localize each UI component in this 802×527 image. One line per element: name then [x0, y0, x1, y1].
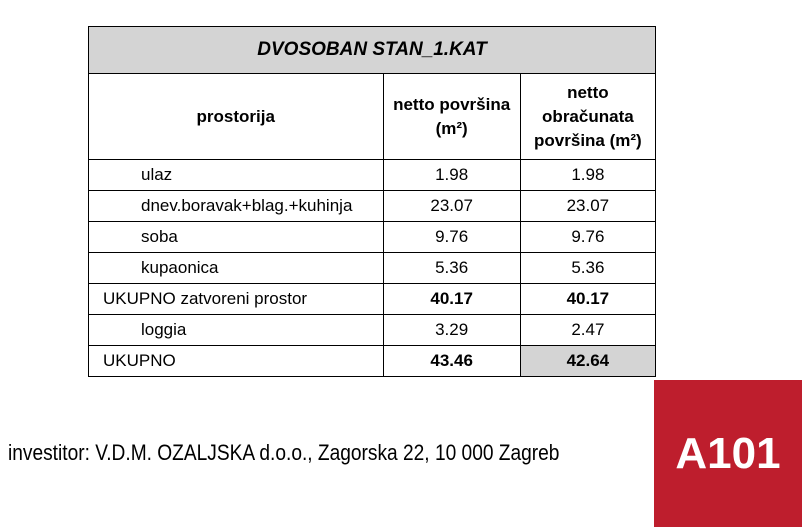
table-row [89, 284, 656, 315]
unit-code-badge [654, 380, 802, 527]
netto-area-cell: 1.98 [383, 160, 520, 191]
room-name-cell: ulaz [89, 160, 384, 191]
room-name-cell: soba [89, 222, 384, 253]
netto-obracunata-area-cell: 40.17 [520, 284, 655, 315]
table-title: DVOSOBAN STAN_1.KAT [89, 27, 656, 74]
table-row [89, 222, 656, 253]
room-name-cell: UKUPNO zatvoreni prostor [89, 284, 384, 315]
table-row [89, 253, 656, 284]
netto-obracunata-area-cell: 5.36 [520, 253, 655, 284]
column-header-netto-povrsina [383, 74, 520, 160]
table-title-row [89, 27, 656, 74]
netto-area-cell: 9.76 [383, 222, 520, 253]
column-header-netto-obracunata-text: netto obračunata površina (m²) [534, 82, 642, 150]
netto-obracunata-area-cell: 42.64 [520, 346, 655, 377]
netto-area-cell: 43.46 [383, 346, 520, 377]
room-name-cell: UKUPNO [89, 346, 384, 377]
table-row [89, 315, 656, 346]
room-name-cell: kupaonica [89, 253, 384, 284]
netto-obracunata-area-cell: 2.47 [520, 315, 655, 346]
column-header-netto-povrsina-text: netto površina (m²) [393, 94, 511, 138]
area-table [88, 26, 656, 377]
netto-area-cell: 5.36 [383, 253, 520, 284]
table-row [89, 346, 656, 377]
netto-obracunata-area-cell: 9.76 [520, 222, 655, 253]
netto-area-cell: 3.29 [383, 315, 520, 346]
netto-area-cell: 23.07 [383, 191, 520, 222]
netto-area-cell: 40.17 [383, 284, 520, 315]
netto-obracunata-area-cell: 23.07 [520, 191, 655, 222]
table-header-row [89, 74, 656, 160]
table-row [89, 191, 656, 222]
column-header-netto-obracunata-povrsina [520, 74, 655, 160]
investor-info: investitor: V.D.M. OZALJSKA d.o.o., Zagorska 22, 10 000 Zagreb [8, 440, 560, 465]
column-header-prostorija: prostorija [89, 74, 384, 160]
unit-code: A101 [675, 428, 781, 478]
room-name-cell: dnev.boravak+blag.+kuhinja [89, 191, 384, 222]
netto-obracunata-area-cell: 1.98 [520, 160, 655, 191]
table-row [89, 160, 656, 191]
room-name-cell: loggia [89, 315, 384, 346]
